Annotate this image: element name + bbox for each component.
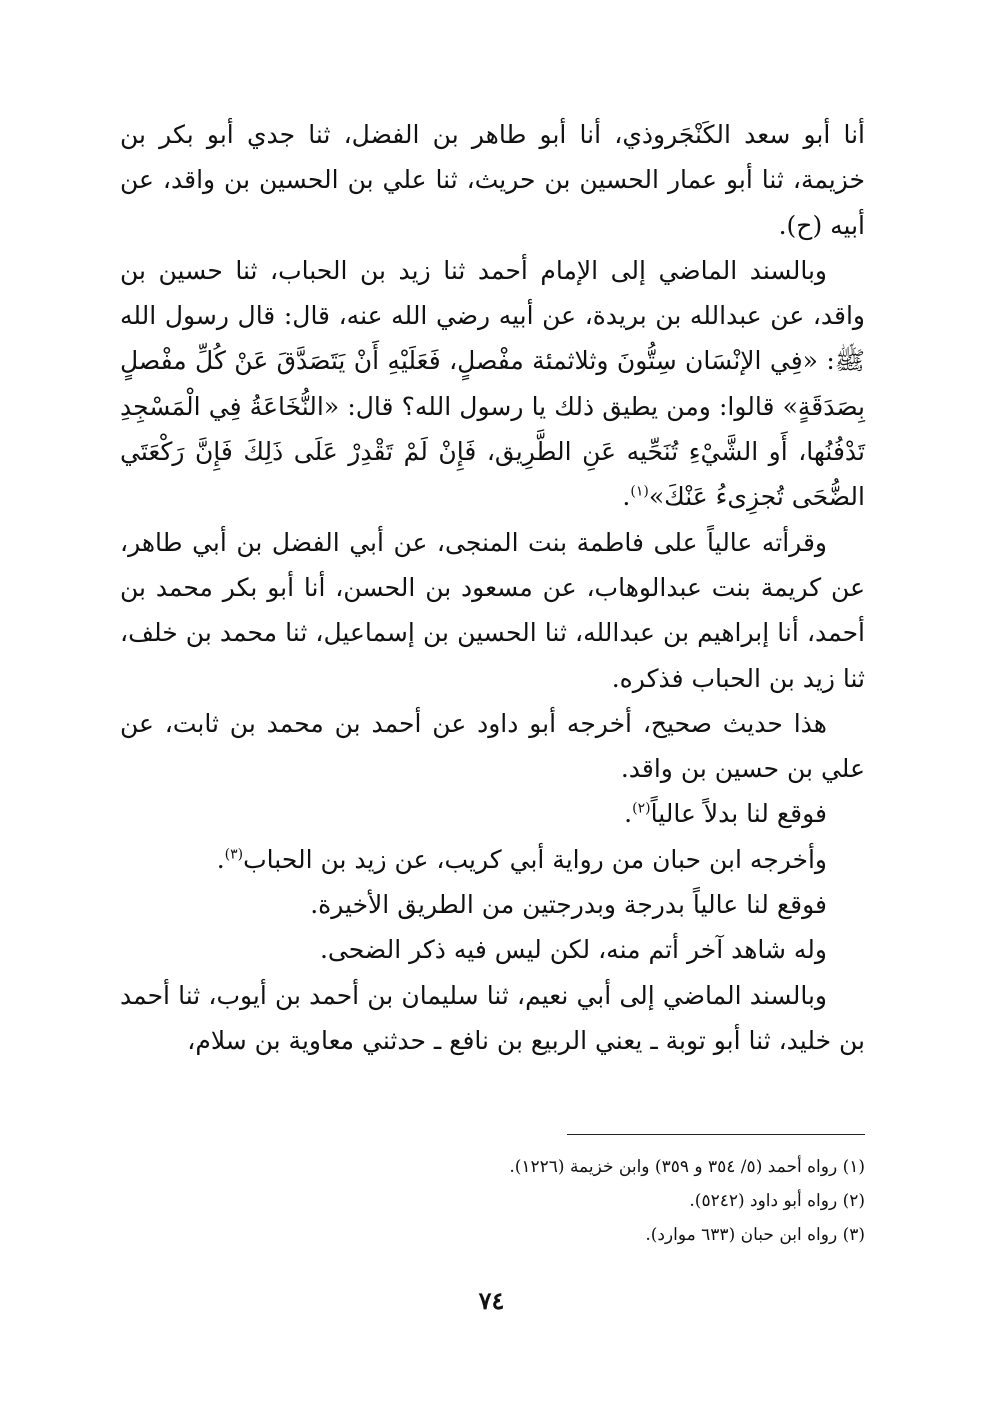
paragraph-text: فوقع لنا عالياً بدرجة وبدرجتين من الطريق الأخيرة. xyxy=(310,890,827,920)
paragraph-takhrij xyxy=(120,701,865,792)
paragraph-text: هذا حديث صحيح، أخرجه أبو داود عن أحمد بن محمد بن ثابت، عن علي بن حسين بن واقد. xyxy=(120,708,865,784)
paragraph-text: وقرأته عالياً على فاطمة بنت المنجى، عن أبي الفضل بن أبي طاهر، عن كريمة بنت عبدالوهاب، عن مسعود بن الحسن، أنا أبو بكر محمد بن أحمد، أنا إبراهيم بن عبدالله، ثنا الحسين بن إسماعيل، ثنا محمد بن خلف، ثنا زيد بن الحباب فذكره. xyxy=(120,527,865,693)
footnote-ref-2[interactable]: (٢) xyxy=(632,801,651,818)
paragraph-darajah xyxy=(120,882,865,927)
paragraph-ibn-hibban xyxy=(120,837,865,882)
footnotes xyxy=(120,1150,865,1252)
paragraph-hadith xyxy=(120,248,865,520)
footnote-ref-1[interactable]: (١) xyxy=(630,484,649,501)
footnote-3 xyxy=(120,1218,865,1252)
footnote-text: رواه ابن حبان (٦٣٣ موارد). xyxy=(645,1225,838,1245)
paragraph-text: وبالسند الماضي إلى أبي نعيم، ثنا سليمان بن أحمد بن أيوب، ثنا أحمد بن خليد، ثنا أبو توبة ـ يعني الربيع بن نافع ـ حدثني معاوية بن سلام، xyxy=(120,980,865,1055)
footnote-number: (٢) xyxy=(842,1191,865,1211)
paragraph-isnad-2 xyxy=(120,520,865,701)
footnote-text: رواه أبو داود (٥٢٤٢). xyxy=(689,1191,838,1211)
paragraph-shahid xyxy=(120,927,865,972)
main-text xyxy=(120,112,865,1063)
paragraph-text: وأخرجه ابن حبان من رواية أبي كريب، عن زيد بن الحباب xyxy=(243,844,827,874)
page-number: ٧٤ xyxy=(478,1286,505,1315)
paragraph-text: أنا أبو سعد الكَنْجَروذي، أنا أبو طاهر بن الفضل، ثنا جدي أبو بكر بن خزيمة، ثنا أبو عمار الحسين بن حريث، ثنا علي بن الحسين بن واقد، عن أبيه (ح). xyxy=(120,120,866,240)
period: . xyxy=(216,844,225,874)
period: . xyxy=(624,799,633,829)
footnote-number: (١) xyxy=(842,1157,865,1177)
paragraph-isnad-1 xyxy=(120,112,865,248)
paragraph-badal xyxy=(120,791,865,836)
paragraph-isnad-3 xyxy=(120,973,865,1064)
paragraph-text: وبالسند الماضي إلى الإمام أحمد ثنا زيد بن الحباب، ثنا حسين بن واقد، عن عبدالله بن بريدة، عن أبيه رضي الله عنه، قال: قال رسول الله ﷺ: «فِي الإنْسَان سِتُّونَ وثلاثمئة مفْصلٍ، فَعَلَيْهِ أَنْ يَتَصَدَّقَ عَنْ كُلِّ مفْصلٍ بِصَدَقَةٍ» قالوا: ومن يطيق ذلك يا رسول الله؟ قال: «النُّخَاعَةُ فِي الْمَسْجِدِ تَدْفُنُها، أَو الشَّيْءِ تُنَحِّيه عَنِ الطَّرِيق، فَإِنْ لَمْ تَقْدِرْ عَلَى ذَلِكَ فَإِنَّ رَكْعَتَي الضُّحَى تُجزِىءُ عَنْكَ» xyxy=(120,255,865,512)
footnote-divider xyxy=(567,1134,865,1135)
footnote-1 xyxy=(120,1150,865,1184)
footnote-ref-3[interactable]: (٣) xyxy=(224,846,244,863)
footnote-text: رواه أحمد (٥/ ٣٥٤ و ٣٥٩) وابن خزيمة (١٢٢٦). xyxy=(509,1157,838,1177)
footnote-2 xyxy=(120,1184,865,1218)
paragraph-text: فوقع لنا بدلاً عالياً xyxy=(650,799,827,829)
footnote-number: (٣) xyxy=(842,1225,865,1245)
period: . xyxy=(622,482,631,512)
paragraph-text: وله شاهد آخر أتم منه، لكن ليس فيه ذكر الضحى. xyxy=(319,935,827,965)
